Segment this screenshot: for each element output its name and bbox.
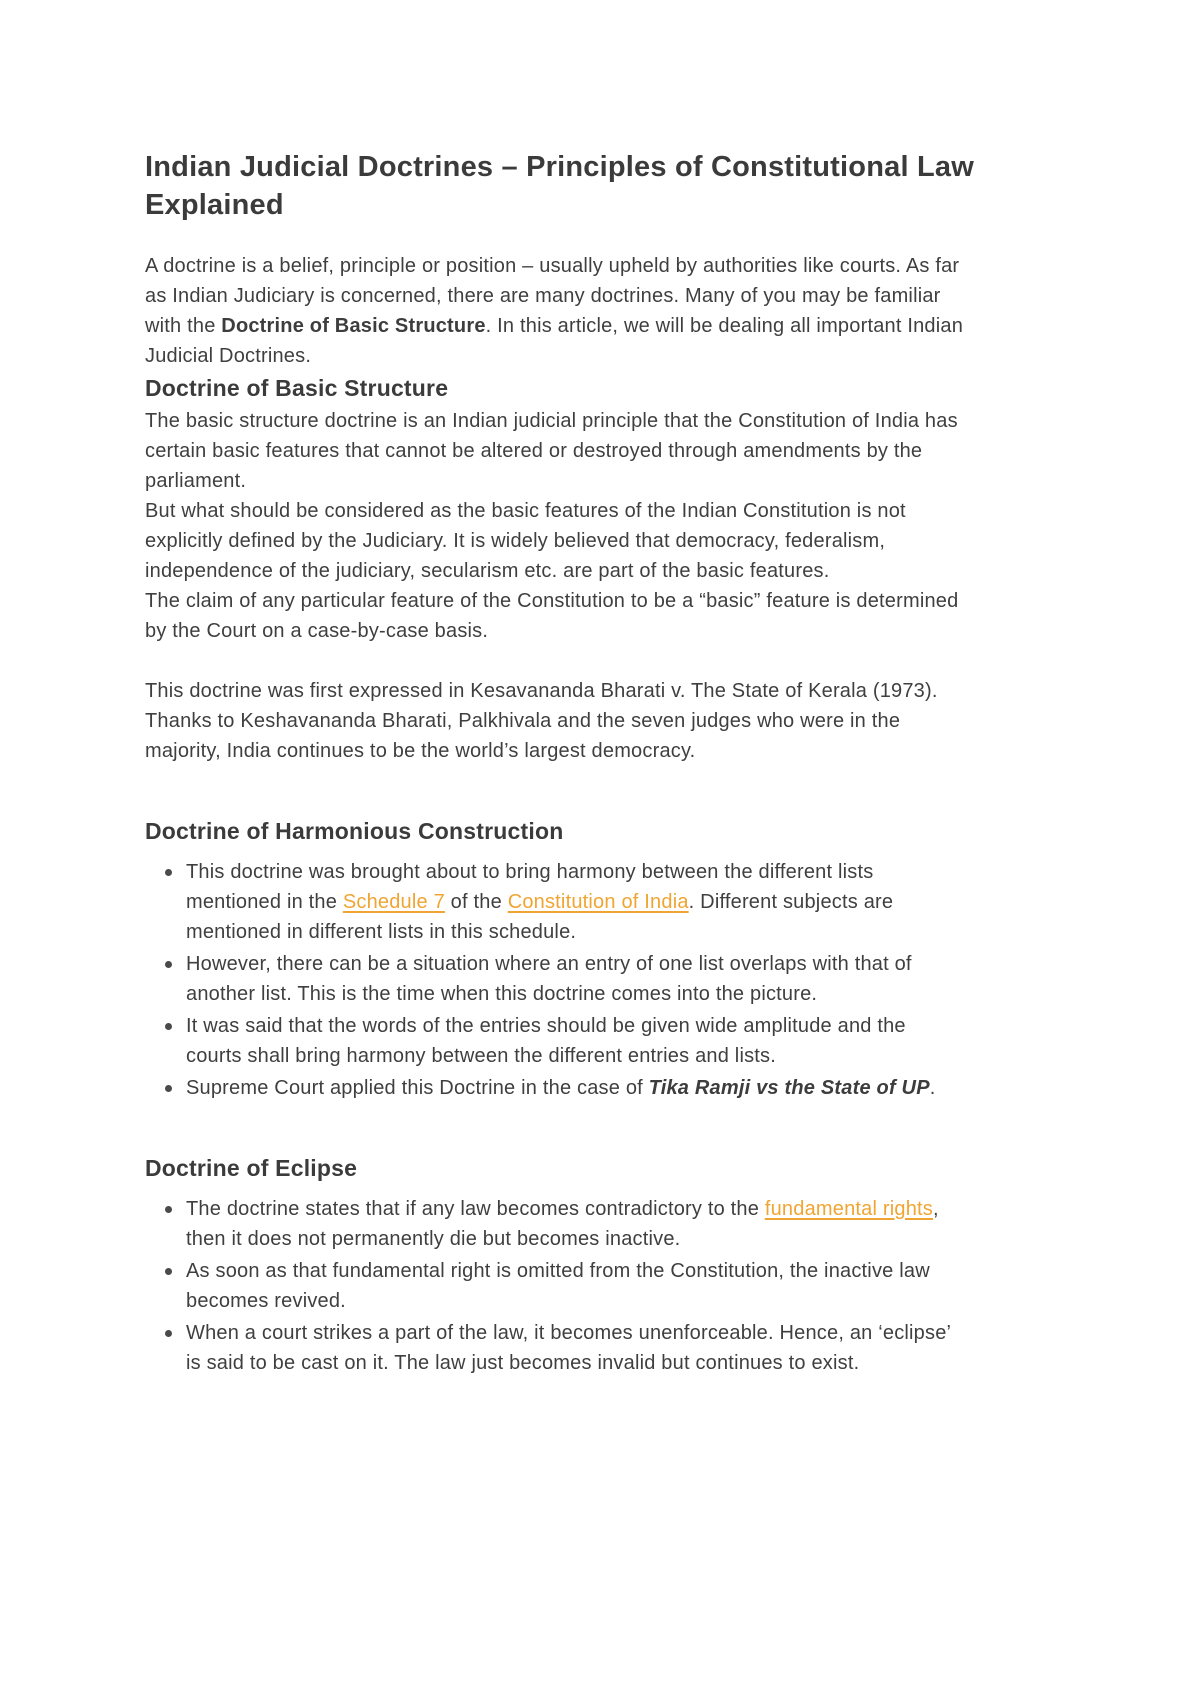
bullet-icon	[165, 1330, 172, 1337]
section-heading-harmonious-construction: Doctrine of Harmonious Construction	[145, 817, 564, 844]
harmonious-bullet-3: It was said that the words of the entries should be given wide amplitude and the courts shall bring harmony between the different entries and lists.	[186, 1014, 906, 1067]
basic-structure-paragraph-3: The claim of any particular feature of the Constitution to be a “basic” feature is determined by the Court on a case-by-case basis.	[145, 589, 959, 642]
eclipse-bullet-1	[186, 1194, 967, 1254]
list-item	[145, 1256, 967, 1316]
harmonious-b1-mid: of the	[444, 890, 508, 913]
harmonious-b4-post: .	[929, 1076, 936, 1099]
harmonious-bullet-2: However, there can be a situation where an entry of one list overlaps with that of another list. This is the time when this doctrine comes into the picture.	[186, 952, 912, 1005]
list-item	[145, 1011, 967, 1071]
harmonious-bullet-4	[186, 1073, 967, 1103]
eclipse-bullet-3: When a court strikes a part of the law, it becomes unenforceable. Hence, an ‘eclipse’ is said to be cast on it. The law just becomes invalid but continues to exist.	[186, 1321, 951, 1374]
basic-structure-paragraph-2: But what should be considered as the basic features of the Indian Constitution is not explicitly defined by the Judiciary. It is widely believed that democracy, federalism, independence of the judiciary, secularism etc. are part of the basic features.	[145, 499, 906, 582]
list-item	[145, 949, 967, 1009]
list-item	[145, 1073, 967, 1103]
bullet-icon	[165, 1206, 172, 1213]
eclipse-b1-post: , then it does not permanently die but becomes inactive.	[186, 1197, 939, 1250]
harmonious-construction-list	[145, 857, 967, 1103]
bullet-icon	[165, 1085, 172, 1092]
bullet-icon	[165, 1268, 172, 1275]
bullet-icon	[165, 1023, 172, 1030]
section-heading-eclipse: Doctrine of Eclipse	[145, 1154, 358, 1181]
harmonious-b4-pre: Supreme Court applied this Doctrine in the case of	[186, 1076, 649, 1099]
page-title: Indian Judicial Doctrines – Principles of Constitutional Law Explained	[145, 151, 974, 222]
intro-bold-phrase: Doctrine of Basic Structure	[221, 314, 486, 337]
schedule-7-link[interactable]: Schedule 7	[342, 890, 445, 913]
section-heading-basic-structure: Doctrine of Basic Structure	[145, 374, 449, 401]
eclipse-b1-pre: The doctrine states that if any law becomes contradictory to the	[186, 1197, 765, 1220]
basic-structure-paragraph-1: The basic structure doctrine is an Indian judicial principle that the Constitution of India has certain basic features that cannot be altered or destroyed through amendments by the parliament.	[145, 409, 958, 492]
bullet-icon	[165, 961, 172, 968]
intro-text-pre: A doctrine is a belief, principle or position – usually upheld by authorities like courts. As far as Indian Judiciary is concerned, there are many doctrines. Many of you may be familiar with the	[145, 254, 960, 337]
harmonious-b1-post: . Different subjects are mentioned in different lists in this schedule.	[186, 890, 894, 943]
basic-structure-paragraph-4: This doctrine was first expressed in Kesavananda Bharati v. The State of Kerala (1973). Thanks to Keshavananda Bharati, Palkhivala and the seven judges who were in the majority, India continues to be the world’s largest democracy.	[145, 679, 938, 762]
list-item	[145, 857, 967, 947]
constitution-of-india-link[interactable]: Constitution of India	[507, 890, 689, 913]
bullet-icon	[165, 869, 172, 876]
list-item	[145, 1194, 967, 1254]
case-name-tika-ramji: Tika Ramji vs the State of UP	[648, 1076, 930, 1099]
eclipse-bullet-2: As soon as that fundamental right is omitted from the Constitution, the inactive law becomes revived.	[186, 1259, 930, 1312]
harmonious-bullet-1	[186, 857, 967, 947]
list-item	[145, 1318, 967, 1378]
harmonious-b1-pre: This doctrine was brought about to bring harmony between the different lists mentioned in the	[186, 860, 874, 913]
fundamental-rights-link[interactable]: fundamental rights	[764, 1197, 933, 1220]
eclipse-list	[145, 1194, 967, 1378]
intro-paragraph	[145, 251, 967, 371]
intro-text-post: . In this article, we will be dealing all important Indian Judicial Doctrines.	[145, 314, 964, 367]
article-body	[145, 148, 975, 1378]
